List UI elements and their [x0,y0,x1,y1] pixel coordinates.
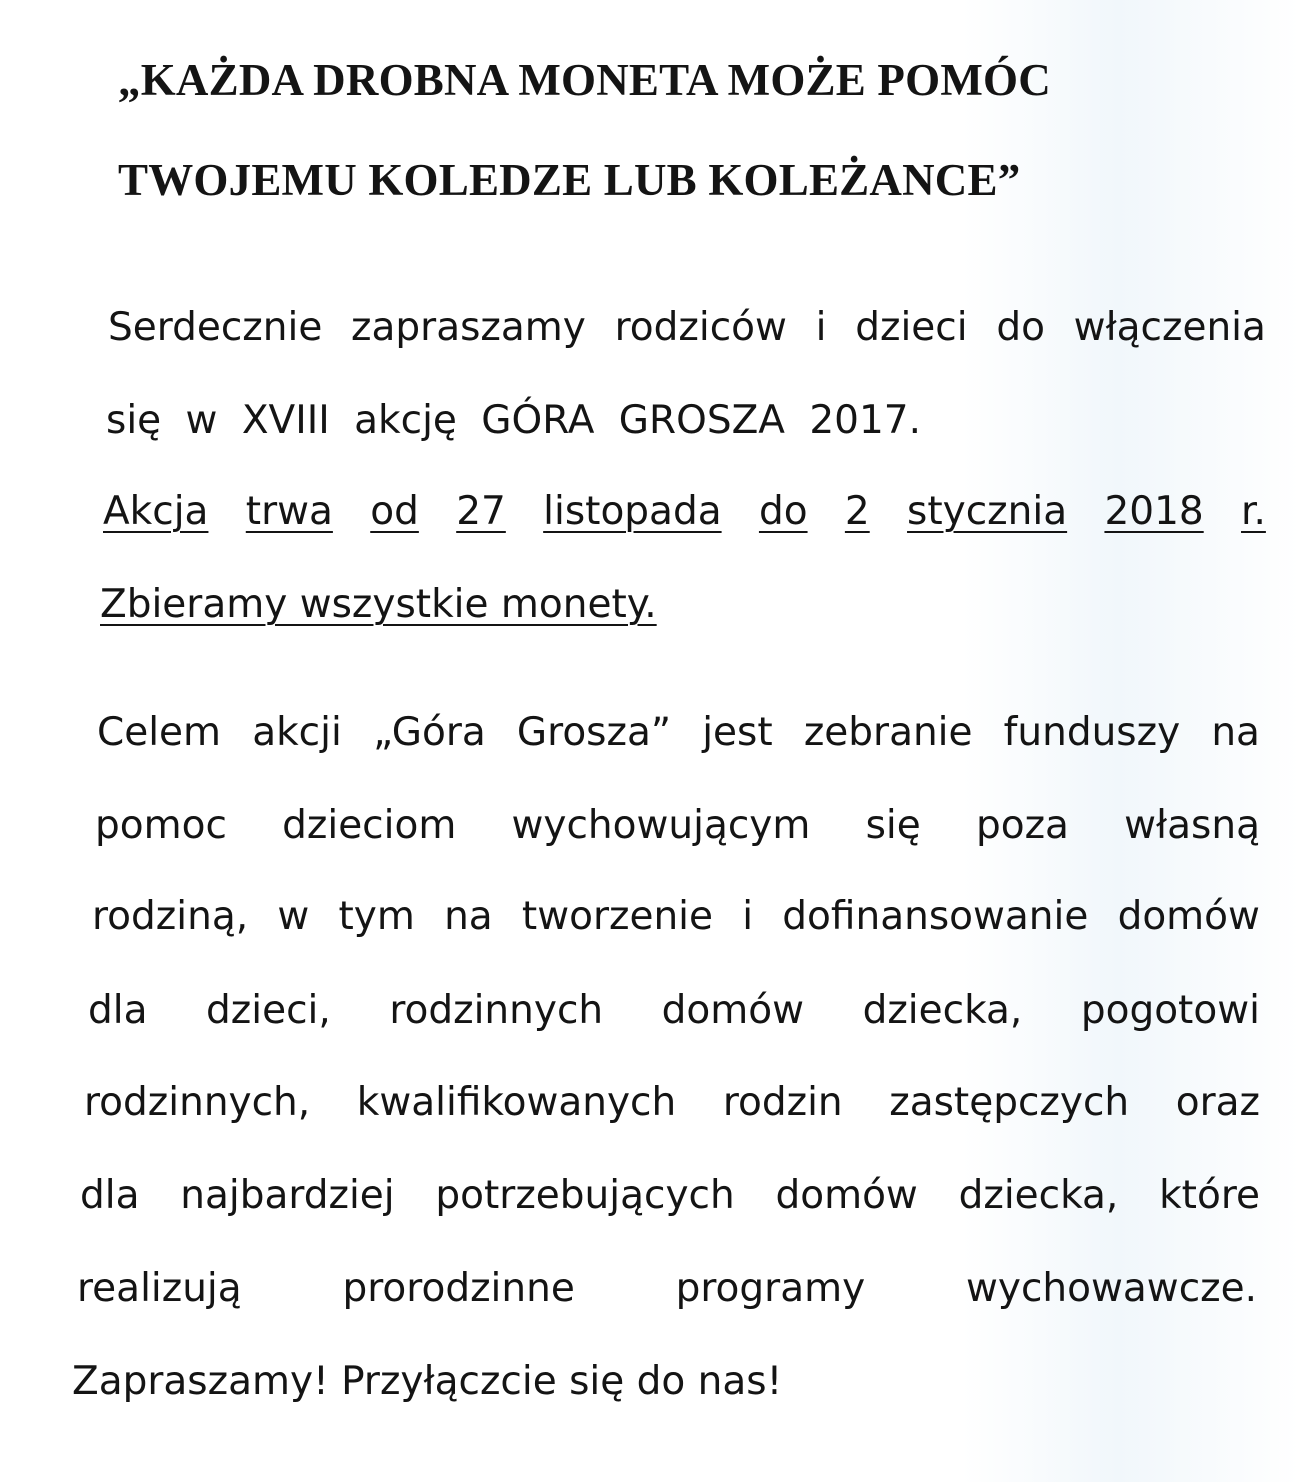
word: zapraszamy [351,305,586,350]
word: Celem [97,710,222,755]
word: jest [702,710,773,755]
word: najbardziej [180,1173,395,1218]
word: dzieci [855,305,968,350]
word: własną [1124,803,1260,848]
word: od [370,489,419,534]
word: oraz [1175,1080,1260,1125]
word: na [1211,710,1260,755]
word: dziecka, [862,988,1023,1033]
word: tworzenie [521,894,714,939]
word: realizują [77,1266,242,1311]
word: wychowującym [511,803,811,848]
word: 2018 [1104,489,1204,534]
word: do [758,489,808,534]
closing-line: Zapraszamy! Przyłączcie się do nas! [72,1359,783,1404]
word: pogotowi [1080,988,1260,1033]
word: Grosza” [516,710,672,755]
word: włączenia [1073,305,1266,350]
dates-line [103,487,1266,537]
word: zastępczych [889,1080,1130,1125]
word: i [742,894,754,939]
title-line-1: „KAŻDA DROBNA MONETA MOŻE POMÓC [118,55,1051,105]
purpose-line-1 [97,708,1260,758]
word: w [277,894,310,939]
word: pomoc [95,803,227,848]
word: dziecka, [958,1173,1119,1218]
word: i [815,305,827,350]
word: domów [1117,894,1260,939]
word: rodzinnych [389,988,604,1033]
word: dofinansowanie [782,894,1089,939]
word: rodzinnych, [84,1080,311,1125]
word: funduszy [1003,710,1181,755]
word: domów [661,988,805,1033]
word: programy [675,1266,866,1311]
word: trwa [245,489,333,534]
word: „Góra [372,710,486,755]
word: rodziców [614,305,787,350]
word: poza [975,803,1069,848]
purpose-line-4 [88,986,1260,1036]
word: dla [88,988,148,1033]
word: tym [338,894,415,939]
word: prorodzinne [342,1266,575,1311]
word: Serdecznie [108,305,323,350]
purpose-line-7 [77,1264,1257,1314]
word: które [1159,1173,1260,1218]
word: stycznia [907,489,1068,534]
invitation-line-1 [108,303,1266,353]
purpose-line-5 [84,1078,1260,1128]
word: dzieciom [282,803,457,848]
word: rodzin [722,1080,843,1125]
purpose-line-3 [92,892,1260,942]
word: listopada [543,489,722,534]
word: 2 [844,489,870,534]
word: potrzebujących [435,1173,735,1218]
word: dla [80,1173,140,1218]
invitation-line-2: się w XVIII akcję GÓRA GROSZA 2017. [106,398,922,443]
word: na [444,894,493,939]
collect-coins-text: Zbieramy wszystkie monety. [100,582,657,627]
word: kwalifikowanych [356,1080,677,1125]
purpose-line-6 [80,1171,1260,1221]
word: dzieci, [206,988,331,1033]
purpose-line-2 [95,801,1260,851]
word: domów [775,1173,918,1218]
word: się [865,803,921,848]
collect-coins-line [100,580,1260,630]
word: rodziną, [92,894,249,939]
word: 27 [456,489,506,534]
word: r. [1241,489,1266,534]
word: do [996,305,1045,350]
word: zebranie [803,710,973,755]
title-line-2: TWOJEMU KOLEDZE LUB KOLEŻANCE” [118,155,1021,205]
word: wychowawcze. [966,1266,1257,1311]
word: Akcja [103,489,209,534]
word: akcji [252,710,342,755]
